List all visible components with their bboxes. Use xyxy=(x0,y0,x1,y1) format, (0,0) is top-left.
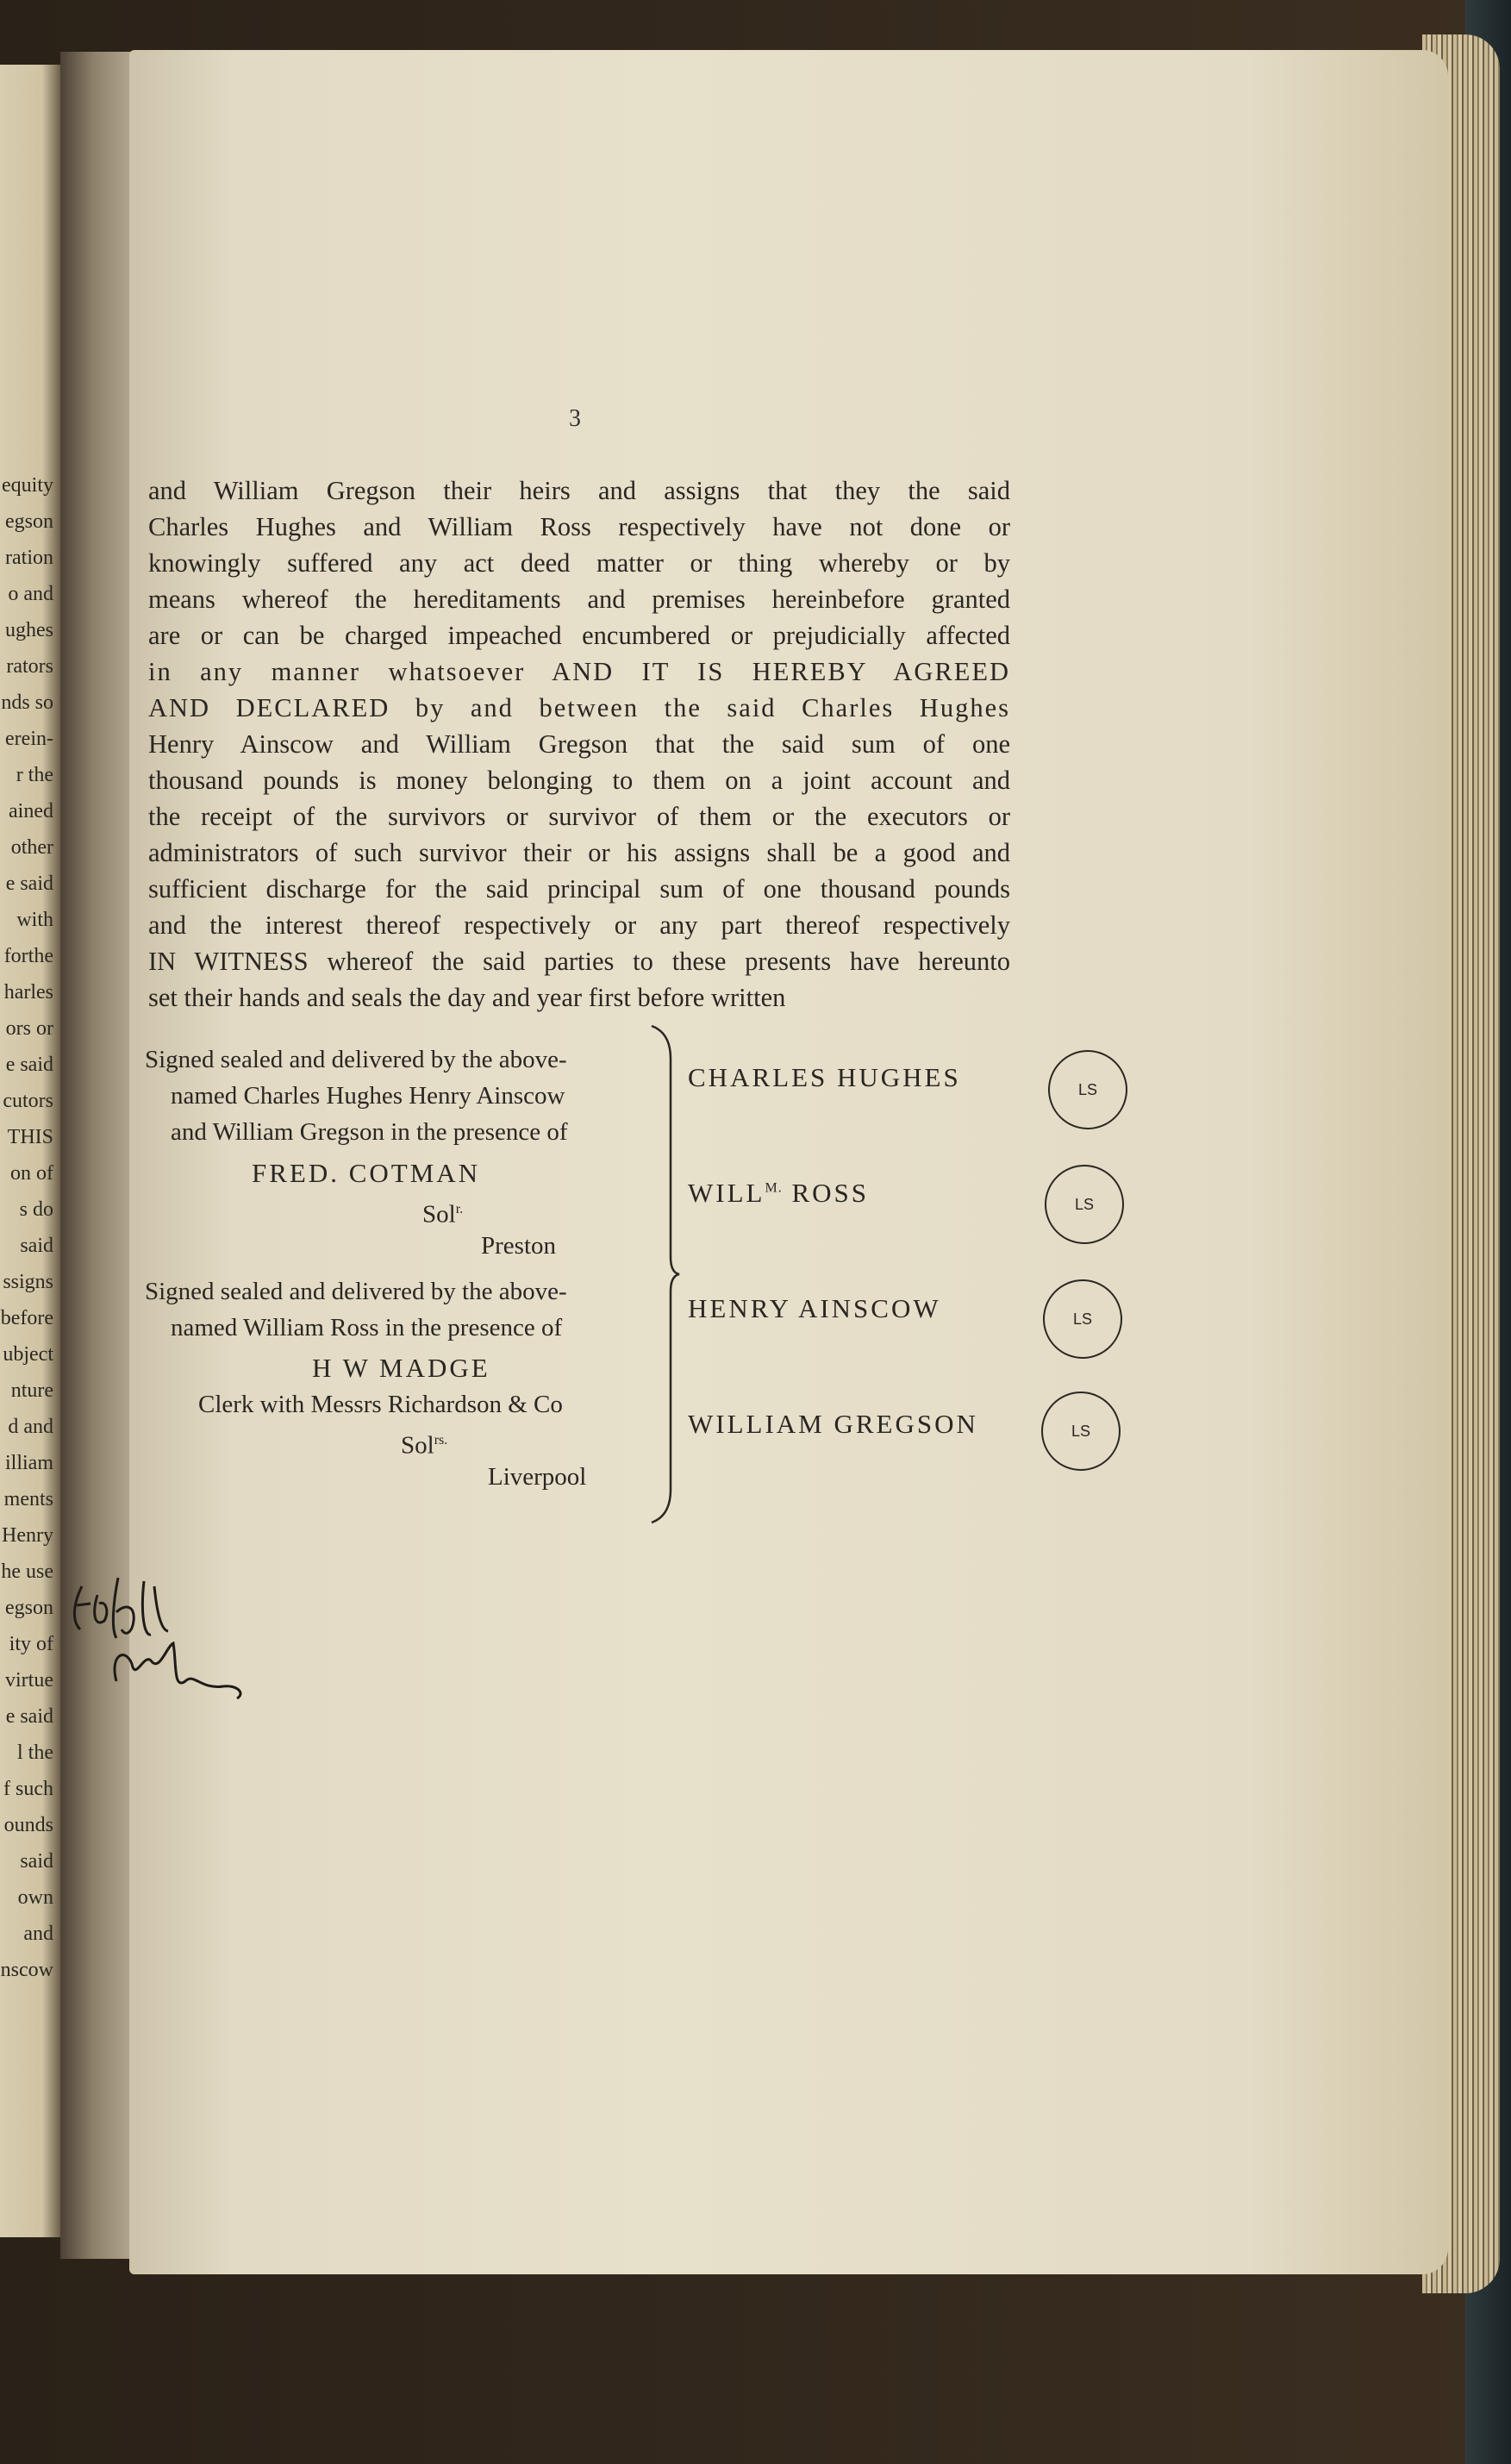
brace-bracket xyxy=(648,1024,683,1524)
witness-2-place: Liverpool xyxy=(488,1463,587,1491)
left-page-fragment: egson xyxy=(5,1597,53,1619)
witness-name-1: FRED. COTMAN xyxy=(252,1158,481,1188)
left-page-fragment: d and xyxy=(8,1416,53,1438)
left-page-fragment: nds so xyxy=(1,691,53,714)
left-page-edge xyxy=(0,65,60,2237)
body-line: means whereof the hereditaments and premises hereinbefore granted xyxy=(148,585,1010,614)
left-page-fragment: l the xyxy=(17,1742,53,1764)
left-page-fragment: o and xyxy=(8,583,53,605)
left-page-fragment: ubject xyxy=(3,1343,53,1366)
left-page-fragment: and xyxy=(23,1923,53,1945)
left-page-fragment: virtue xyxy=(5,1669,53,1692)
body-line: knowingly suffered any act deed matter or thing whereby or by xyxy=(148,548,1010,578)
left-page-fragment: rators xyxy=(6,655,53,678)
left-page-fragment: s do xyxy=(19,1198,53,1221)
seal-ls-4: LS xyxy=(1041,1391,1121,1471)
left-page-fragment: nscow xyxy=(0,1959,53,1981)
left-page-fragment: with xyxy=(16,909,53,931)
body-line: administrators of such survivor their or his assigns shall be a good and xyxy=(148,838,1010,867)
left-page-fragment: said xyxy=(20,1850,53,1873)
left-page-fragment: THIS xyxy=(7,1126,53,1148)
body-line: sufficient discharge for the said principal sum of one thousand pounds xyxy=(148,874,1010,904)
attestation-1-line1: Signed sealed and delivered by the above- xyxy=(145,1046,567,1073)
attestation-2-line2: named William Ross in the presence of xyxy=(171,1314,563,1341)
left-page-fragment: e said xyxy=(5,872,53,895)
witness-name-2: H W MADGE xyxy=(312,1353,490,1383)
left-page-fragment: f such xyxy=(3,1778,53,1800)
body-line: and the interest thereof respectively or any part thereof respectively xyxy=(148,910,1010,940)
attestation-1-line3: and William Gregson in the presence of xyxy=(171,1118,568,1146)
left-page-fragment: r the xyxy=(16,764,53,786)
body-line: are or can be charged impeached encumbered or prejudicially affected xyxy=(148,621,1010,650)
body-line: and William Gregson their heirs and assigns that they the said xyxy=(148,476,1010,505)
signatory-henry-ainscow: HENRY AINSCOW xyxy=(688,1293,941,1323)
left-page-fragment: own xyxy=(17,1886,53,1909)
left-page-fragment: ors or xyxy=(5,1017,53,1040)
left-page-fragment: e said xyxy=(5,1705,53,1728)
body-line: in any manner whatsoever AND IT IS HEREBY AGREED xyxy=(148,657,1010,686)
seal-ls-1: LS xyxy=(1048,1050,1127,1129)
left-page-fragment: ssigns xyxy=(3,1271,53,1293)
body-line: Charles Hughes and William Ross respectively have not done or xyxy=(148,512,1010,541)
seal-ls-2: LS xyxy=(1045,1165,1124,1244)
left-page-fragment: ughes xyxy=(5,619,53,641)
witness-2-title: Sol$^{rs.}$ xyxy=(401,1431,448,1460)
body-line: Henry Ainscow and William Gregson that the said sum of one xyxy=(148,729,1010,759)
body-line: AND DECLARED by and between the said Charles Hughes xyxy=(148,693,1010,722)
left-page-fragment: harles xyxy=(3,981,53,1004)
left-page-fragment: ments xyxy=(3,1488,53,1510)
left-page-fragment: nture xyxy=(10,1379,53,1402)
left-page-fragment: erein- xyxy=(5,728,53,750)
signatory-william-gregson: WILLIAM GREGSON xyxy=(688,1409,978,1439)
left-page-fragment: on of xyxy=(10,1162,53,1185)
left-page-fragment: ained xyxy=(9,800,53,822)
left-page-fragment: said xyxy=(20,1235,53,1257)
attestation-2-line1: Signed sealed and delivered by the above- xyxy=(145,1278,567,1305)
left-page-fragment: Henry xyxy=(2,1524,53,1547)
witness-1-title: Sol$^{r.}$ xyxy=(422,1200,464,1229)
deed-body-text xyxy=(148,472,1010,1016)
left-page-fragment: ity of xyxy=(9,1633,53,1655)
handwritten-initials xyxy=(65,1552,263,1724)
signatory-william-ross: $WILL^{M.}$ ROSS xyxy=(688,1178,869,1208)
signatory-charles-hughes: CHARLES HUGHES xyxy=(688,1062,961,1092)
left-page-fragment: before xyxy=(0,1307,53,1329)
left-page-fragment: he use xyxy=(1,1560,53,1583)
witness-1-place: Preston xyxy=(481,1232,556,1260)
left-page-fragment: ounds xyxy=(3,1814,53,1836)
left-page-fragment: illiam xyxy=(5,1452,53,1474)
left-page-fragment: cutors xyxy=(3,1090,53,1112)
body-line: the receipt of the survivors or survivor of them or the executors or xyxy=(148,802,1010,831)
witness-2-role: Clerk with Messrs Richardson & Co xyxy=(198,1391,563,1418)
body-line: IN WITNESS whereof the said parties to these presents have hereunto xyxy=(148,947,1010,976)
body-line: set their hands and seals the day and year first before written xyxy=(148,983,786,1012)
left-page-fragment: equity xyxy=(2,474,53,497)
left-page-fragment: forthe xyxy=(3,945,53,967)
left-page-fragment: e said xyxy=(5,1054,53,1076)
left-page-fragment: other xyxy=(10,836,53,859)
page-number: 3 xyxy=(569,405,581,432)
body-line: thousand pounds is money belonging to them on a joint account and xyxy=(148,766,1010,795)
left-page-fragment: ration xyxy=(5,547,53,569)
attestation-1-line2: named Charles Hughes Henry Ainscow xyxy=(171,1082,565,1110)
seal-ls-3: LS xyxy=(1043,1279,1122,1359)
left-page-fragment: egson xyxy=(5,510,53,533)
